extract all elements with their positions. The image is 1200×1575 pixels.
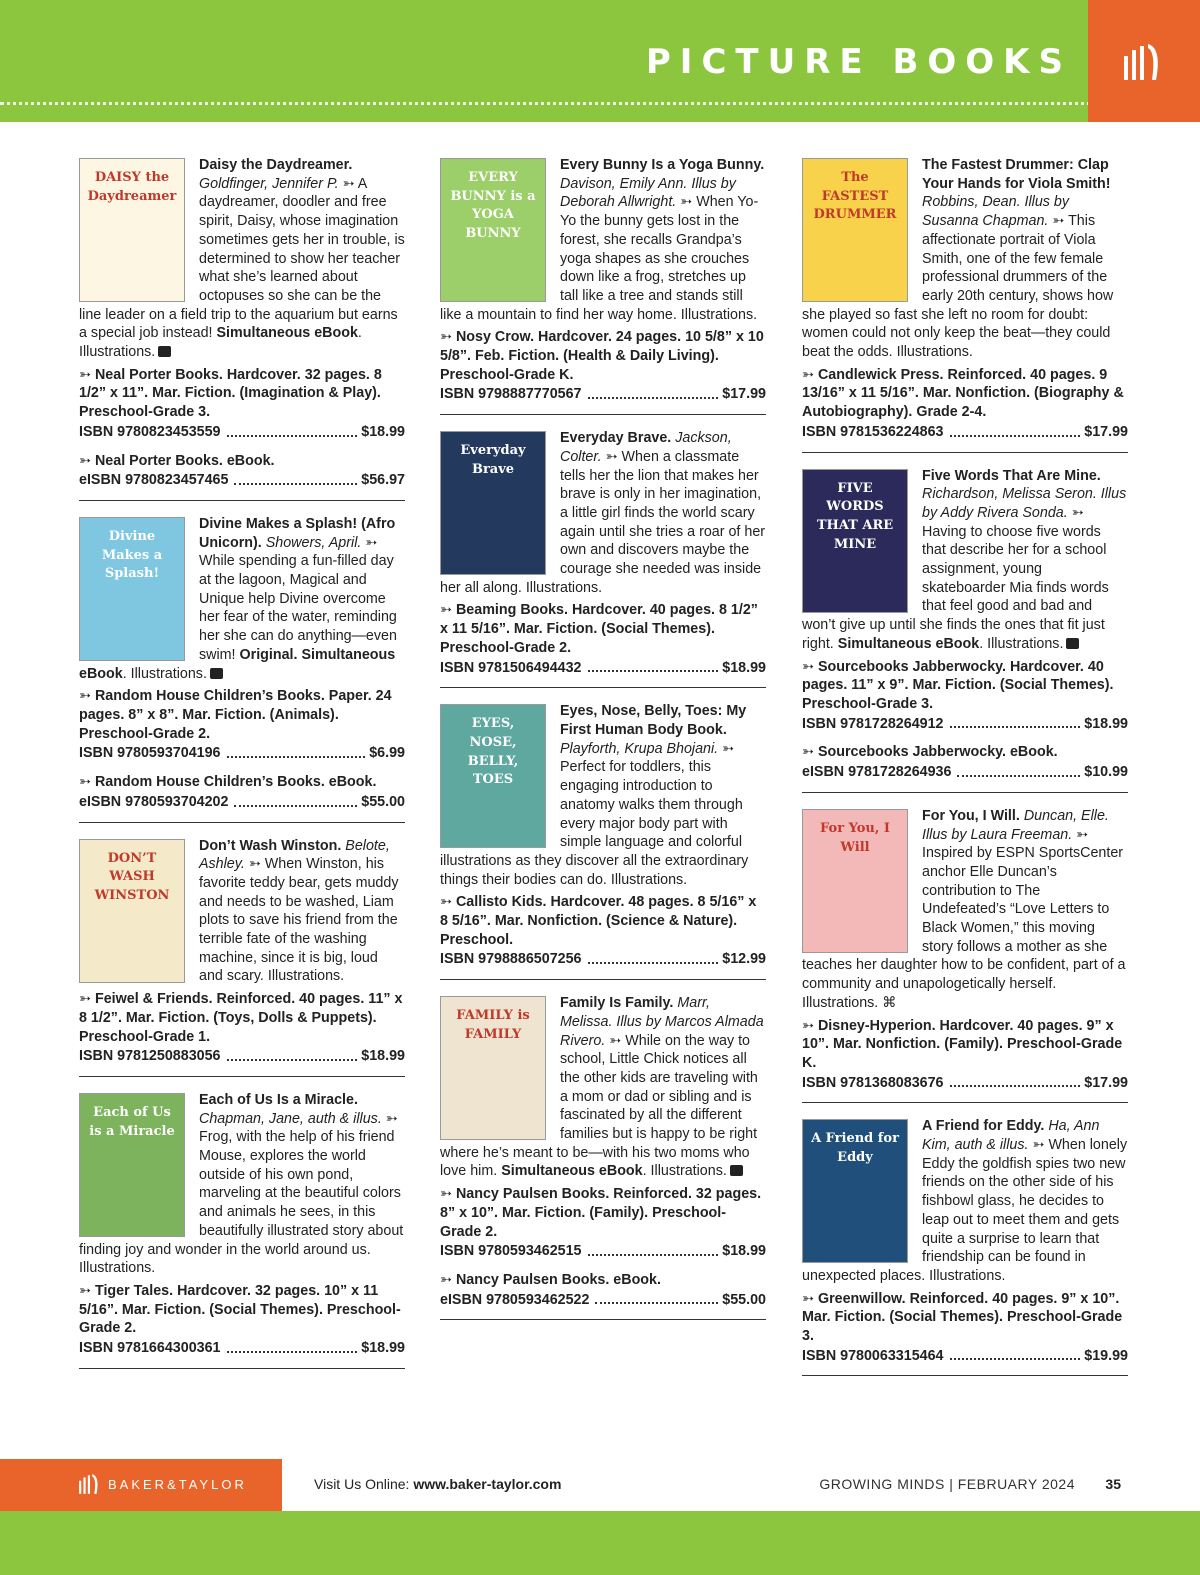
arrow-icon: ➳ [722,740,735,757]
arrow-icon: ➳ [1071,504,1084,521]
dot-leader [227,423,358,437]
book-cover-title: FIVE WORDS THAT ARE MINE [816,480,894,552]
arrow-icon: ➳ [802,658,814,675]
arrow-icon: ➳ [680,194,693,211]
price: $18.99 [1084,715,1128,732]
book-summary: When lonely Eddy the goldfish spies two new friends on the other side of his fishbowl glass, he decides to leap out to meet them and gets quite a surprise to learn that friendship can be found in unexpected places. Illustrations. [802,1137,1128,1284]
isbn-line [802,423,1128,442]
book-title: Eyes, Nose, Belly, Toes: My First Human Body Book. [560,703,747,738]
book-author: Marr, Melissa. Illus by Marcos Almada Rivero. [560,995,764,1049]
book-cover-title: FAMILY is FAMILY [456,1008,530,1042]
price: $12.99 [722,951,766,968]
book-author: Jackson, Colter. [560,430,732,465]
arrow-icon: ➳ [440,329,452,346]
book-entry [802,807,1128,1104]
isbn: ISBN 9780593462515 [440,1243,582,1260]
dot-leader [588,950,719,964]
arrow-icon: ➳ [79,1282,91,1299]
book-entry [79,515,405,823]
isbn: ISBN 9781664300361 [79,1340,221,1357]
arrow-icon: ➳ [79,452,91,469]
book-title: The Fastest Drummer: Clap Your Hands for Viola Smith! [922,157,1111,192]
column-3 [802,156,1128,1390]
book-entry [79,837,405,1077]
column-2 [440,156,766,1334]
arrow-icon: ➳ [79,688,91,705]
publisher-info: Disney-Hyperion. Hardcover. 40 pages. 9” x 10”. Mar. Nonfiction. (Family). Preschool-Grade K. [802,1017,1123,1071]
page-footer [0,1459,1200,1511]
book-entry [440,994,766,1320]
arrow-icon: ➳ [440,894,452,911]
arrow-icon: ➳ [802,366,814,383]
section-title: PICTURE BOOKS [645,42,1072,82]
book-cover-title: For You, I Will [820,820,890,855]
publisher-details [79,1282,405,1338]
book-title: Each of Us Is a Miracle. [199,1091,358,1108]
book-summary: Inspired by ESPN SportsCenter anchor Elle Duncan’s contribution to The Undefeated’s “Love Letters to Black Women,” this moving story follows a mother as she teaches her daughter how to be confident, part of a community and unapologetically herself. Illustrations. ⌘ [802,845,1126,1011]
book-author: Showers, April. [265,534,362,551]
isbn-line [79,744,405,763]
publisher-details [79,366,405,422]
ebook-icon [1066,638,1079,649]
ebook-icon [158,346,171,357]
eisbn-line [440,1291,766,1310]
book-cover-title: The FASTEST DRUMMER [813,170,897,223]
book-summary: Frog, with the help of his friend Mouse, explores the world outside of his own pond, marveling at the beautiful colors and animals he sees, in this beautifully illustrated story about finding joy and wonder in the world around us. Illustrations. [79,1129,404,1277]
footer-brand-block [0,1459,282,1511]
book-summary: While spending a fun-filled day at the lagoon, Magical and Unique help Divine overcome her fear of the water, reminding her she can do anything—even swim! [199,553,397,663]
dot-leader [950,1074,1081,1088]
ebook-icon [210,668,223,679]
book-title: Everyday Brave. [560,430,672,447]
arrow-icon: ➳ [1052,213,1065,230]
book-summary: When Yo-Yo the bunny gets lost in the forest, she recalls Grandpa’s yoga shapes as she crouches down like a frog, stretches up tall like a tree and stands still like a mountain to find her way home. Illustrations. [440,194,759,323]
dot-leader [588,1242,719,1256]
publisher-info: Random House Children’s Books. Paper. 24 pages. 8” x 8”. Mar. Fiction. (Animals). Preschool-Grade 2. [79,688,392,742]
publisher-info: Nosy Crow. Hardcover. 24 pages. 10 5/8” x 10 5/8”. Feb. Fiction. (Health & Daily Living). Preschool-Grade K. [440,329,764,383]
eisbn-line [79,793,405,812]
publisher-details [802,658,1128,714]
book-cover-image [79,158,185,302]
book-title: For You, I Will. [922,807,1020,824]
page-number: 35 [1105,1476,1121,1492]
arrow-icon: ➳ [248,856,261,873]
book-cover-image [440,996,546,1140]
publisher-details [440,893,766,949]
book-cover-title: Divine Makes a Splash! [101,528,163,582]
ebook-publisher-details [79,773,405,792]
book-cover-image [802,158,908,302]
footer-visit-label: Visit Us Online: [314,1476,410,1492]
book-cover-image [440,431,546,575]
ebook-publisher-details [440,1271,766,1290]
arrow-icon: ➳ [1076,826,1089,843]
isbn-line [440,385,766,404]
isbn-line [802,715,1128,734]
book-cover-image [802,1119,908,1263]
book-summary: While on the way to school, Little Chick notices all the other kids are traveling with a mom or dad or sibling and is fascinated by all the different families but is happy to be right where he’s meant to be—with his two moms who love him. [440,1032,758,1180]
publisher-info: Feiwel & Friends. Reinforced. 40 pages. 11” x 8 1/2”. Mar. Fiction. (Toys, Dolls & Puppets). Preschool-Grade 1. [79,991,403,1045]
book-author: Robbins, Dean. Illus by Susanna Chapman. [922,194,1070,230]
page-header [0,0,1200,122]
baker-taylor-logo-icon [1122,42,1166,82]
footer-visit [314,1476,561,1492]
arrow-icon: ➳ [802,1017,814,1034]
arrow-icon: ➳ [79,991,91,1008]
book-entry [79,1091,405,1369]
dot-leader [227,744,366,758]
isbn: ISBN 9781506494432 [440,659,582,676]
ebook-price: $10.99 [1084,764,1128,781]
book-title: Five Words That Are Mine. [922,467,1101,484]
book-summary: When a classmate tells her the lion that makes her brave is only in her imagination, a little girl finds the world scary again until she tries a roar of her own and discovers maybe the courage she needed was inside her all along. Illustrations. [440,448,766,596]
book-cover-title: EYES, NOSE, BELLY, TOES [467,716,519,788]
book-title: Family Is Family. [560,995,674,1012]
ebook-publisher-info: Nancy Paulsen Books. eBook. [455,1271,661,1288]
dot-leader [234,471,357,485]
book-format-note: Original. Simultaneous eBook [79,646,396,682]
eisbn: eISBN 9780593704202 [79,793,229,810]
book-cover-image [79,517,185,661]
isbn: ISBN 9781536224863 [802,423,944,440]
book-cover-image [440,704,546,848]
book-title: Daisy the Daydreamer. [199,157,353,173]
footer-brand-name: BAKER&TAYLOR [108,1477,247,1492]
book-format-note: Simultaneous eBook [501,1163,643,1180]
eisbn-line [79,471,405,490]
column-1 [79,156,405,1383]
book-cover-title: Each of Us is a Miracle [89,1104,175,1139]
arrow-icon: ➳ [342,175,355,192]
arrow-icon: ➳ [440,602,452,619]
dot-leader [588,659,719,673]
arrow-icon: ➳ [79,774,91,791]
dot-leader [227,1339,358,1353]
book-cover-title: DAISY the Daydreamer [87,170,177,204]
header-logo [1088,0,1200,122]
arrow-icon: ➳ [440,1186,452,1203]
book-author: Davison, Emily Ann. Illus by Deborah Allwright. [560,175,736,211]
arrow-icon: ➳ [79,366,91,383]
ebook-publisher-info: Sourcebooks Jabberwocky. eBook. [817,744,1058,761]
isbn: ISBN 9798887770567 [440,386,582,403]
dot-leader [950,715,1081,729]
book-entry [79,156,405,501]
price: $19.99 [1084,1347,1128,1364]
publisher-details [440,601,766,657]
publisher-details [802,1290,1128,1346]
book-cover-title: Everyday Brave [460,443,526,477]
isbn-line [440,950,766,969]
dot-leader [227,1047,358,1061]
isbn: ISBN 9780593704196 [79,745,221,762]
publisher-details [802,366,1128,422]
baker-taylor-logo-icon [78,1471,102,1497]
isbn-line [79,1339,405,1358]
book-title: Every Bunny Is a Yoga Bunny. [560,157,765,173]
ebook-publisher-info: Neal Porter Books. eBook. [94,452,275,469]
publisher-details [79,990,405,1046]
book-cover-image [440,158,546,302]
ebook-publisher-details [802,743,1128,762]
book-entry [802,156,1128,453]
book-author: Richardson, Melissa Seron. Illus by Addy Rivera Sonda. [922,486,1127,521]
publisher-info: Greenwillow. Reinforced. 40 pages. 9” x 10”. Mar. Fiction. (Social Themes). Preschool-Grade 3. [802,1290,1123,1345]
arrow-icon: ➳ [385,1110,398,1127]
arrow-icon: ➳ [605,448,618,465]
publisher-info: Sourcebooks Jabberwocky. Hardcover. 40 pages. 11” x 9”. Mar. Fiction. (Social Themes). Preschool-Grade 3. [802,658,1114,712]
eisbn: eISBN 9781728264936 [802,764,952,781]
arrow-icon: ➳ [802,1290,814,1307]
ebook-publisher-details [79,452,405,471]
book-author: Chapman, Jane, auth & illus. [199,1110,382,1127]
isbn: ISBN 9781728264912 [802,715,944,732]
isbn: ISBN 9798886507256 [440,951,582,968]
isbn-line [79,423,405,442]
book-cover-title: DON’T WASH WINSTON [94,850,170,903]
book-author: Playforth, Krupa Bhojani. [560,740,719,757]
book-summary: A daydreamer, doodler and free spirit, Daisy, whose imagination sometimes gets her in trouble, is determined to show her teacher what she’s learned about octopuses so she can be the line leader on a field trip to the aquarium but earns a special job instead! [79,175,405,342]
dot-leader [957,763,1080,777]
book-summary-tail: . Illustrations. [642,1163,727,1180]
isbn: ISBN 9780823453559 [79,423,221,440]
book-entry [802,1117,1128,1376]
dot-leader [588,385,719,399]
book-cover-title: A Friend for Eddy [811,1131,899,1166]
book-summary: When Winston, his favorite teddy bear, gets muddy and needs to be washed, Liam plots to save his friend from the terrible fate of the washing machine, since it is big, loud and scary. Illustrations. [199,856,399,985]
arrow-icon: ➳ [1032,1137,1045,1154]
book-entry [440,429,766,688]
price: $18.99 [722,1243,766,1260]
book-title: A Friend for Eddy. [922,1118,1045,1135]
arrow-icon: ➳ [365,534,378,551]
book-title: Divine Makes a Splash! (Afro Unicorn). [199,515,396,551]
price: $6.99 [369,745,405,762]
bottom-green-band [0,1511,1200,1575]
book-summary-tail: . Illustrations. [979,635,1064,652]
eisbn-line [802,763,1128,782]
book-author: Ha, Ann Kim, auth & illus. [922,1118,1100,1154]
isbn: ISBN 9781368083676 [802,1074,944,1091]
book-summary: Perfect for toddlers, this engaging introduction to anatomy walks them through every major body part with simple language and colorful illustrations as they discover all the extraordinary things their bodies can do. Illustrations. [440,759,749,888]
price: $18.99 [361,423,405,440]
publisher-info: Candlewick Press. Reinforced. 40 pages. 9 13/16” x 11 5/16”. Mar. Nonfiction. (Biography & Autobiography). Grade 2-4. [802,366,1124,421]
book-cover-image [802,809,908,953]
dot-leader [234,793,357,807]
isbn-line [802,1074,1128,1093]
book-cover-image [79,1093,185,1237]
book-author: Belote, Ashley. [199,837,390,873]
footer-issue: GROWING MINDS | FEBRUARY 2024 [819,1476,1075,1492]
book-author: Duncan, Elle. Illus by Laura Freeman. [922,807,1109,843]
book-author: Goldfinger, Jennifer P. [199,175,339,192]
price: $17.99 [1084,423,1128,440]
book-summary: Having to choose five words that describe her for a school assignment, young skateboarder Mia finds words that feel good and bad and won’t give up until she finds the ones that fit just right. [802,523,1109,652]
book-format-note: Simultaneous eBook [837,635,980,652]
publisher-details [79,687,405,743]
book-entry [440,702,766,980]
footer-website-link[interactable]: www.baker-taylor.com [413,1476,562,1492]
price: $18.99 [722,659,766,676]
book-summary-tail: . Illustrations. [79,325,362,361]
publisher-details [440,328,766,384]
ebook-icon [730,1165,743,1176]
isbn-line [802,1347,1128,1366]
isbn: ISBN 9781250883056 [79,1048,221,1065]
publisher-info: Beaming Books. Hardcover. 40 pages. 8 1/2” x 11 5/16”. Mar. Fiction. (Social Themes). Preschool-Grade 2. [440,602,758,656]
arrow-icon: ➳ [440,1271,452,1288]
ebook-price: $56.97 [361,472,405,489]
eisbn: eISBN 9780593462522 [440,1291,590,1308]
price: $17.99 [722,386,766,403]
isbn-line [440,1242,766,1261]
ebook-price: $55.00 [361,793,405,810]
publisher-details [440,1185,766,1241]
dot-leader [595,1291,718,1305]
book-cover-image [802,469,908,613]
header-dotted-divider [0,102,1200,105]
isbn: ISBN 9780063315464 [802,1347,944,1364]
ebook-publisher-info: Random House Children’s Books. eBook. [94,774,377,791]
isbn-line [440,659,766,678]
book-summary: This affectionate portrait of Viola Smith, one of the few female professional drummers of the early 20th century, shows how she played so fast she left no room for doubt: women could not only keep the beat—they could beat the odds. Illustrations. [802,213,1114,361]
arrow-icon: ➳ [609,1032,622,1049]
ebook-price: $55.00 [722,1291,766,1308]
eisbn: eISBN 9780823457465 [79,472,229,489]
publisher-details [802,1017,1128,1073]
isbn-line [79,1047,405,1066]
publisher-info: Tiger Tales. Hardcover. 32 pages. 10” x 11 5/16”. Mar. Fiction. (Social Themes). Preschool-Grade 2. [79,1282,401,1337]
dot-leader [950,423,1081,437]
price: $18.99 [361,1340,405,1357]
book-entry [802,467,1128,793]
publisher-info: Neal Porter Books. Hardcover. 32 pages. 8 1/2” x 11”. Mar. Fiction. (Imagination & Play). Preschool-Grade 3. [79,366,382,421]
publisher-info: Nancy Paulsen Books. Reinforced. 32 pages. 8” x 10”. Mar. Fiction. (Family). Preschool-Grade 2. [440,1186,762,1240]
book-title: Don’t Wash Winston. [199,837,342,854]
book-cover-title: EVERY BUNNY is a YOGA BUNNY [450,170,536,242]
book-format-note: Simultaneous eBook [216,325,358,342]
arrow-icon: ➳ [802,744,814,761]
book-entry [440,156,766,415]
price: $18.99 [361,1048,405,1065]
book-cover-image [79,839,185,983]
publisher-info: Callisto Kids. Hardcover. 48 pages. 8 5/16” x 8 5/16”. Mar. Nonfiction. (Science & Nature). Preschool. [440,894,757,948]
price: $17.99 [1084,1074,1128,1091]
dot-leader [950,1347,1081,1361]
book-summary-tail: . Illustrations. [122,665,207,682]
